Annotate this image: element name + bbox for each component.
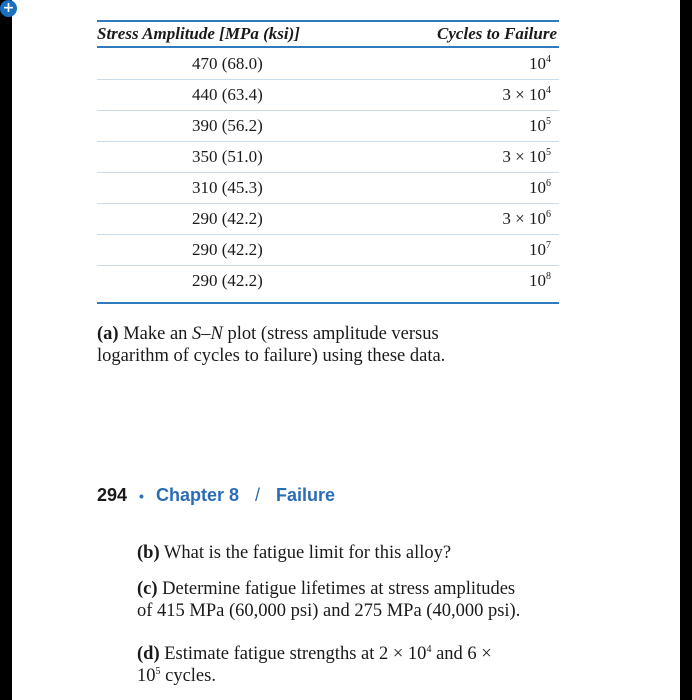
stress-cell: 350 (51.0) — [192, 147, 263, 166]
cycles-cell: $10^6$ — [529, 178, 551, 197]
cycles-cell: $3 \times 10^5$ — [502, 147, 551, 166]
stress-cell: 310 (45.3) — [192, 178, 263, 197]
chapter-running-header — [97, 485, 335, 506]
header-stress-amplitude: Stress Amplitude [MPa (ksi)] — [97, 24, 300, 43]
table-header-rule — [97, 46, 559, 48]
cycles-cell: $10^7$ — [529, 240, 551, 259]
right-dark-border — [680, 0, 692, 700]
page-number: 294 — [97, 485, 128, 505]
cycles-cell: $10^5$ — [529, 116, 551, 135]
separator-slash: / — [254, 485, 260, 505]
header-cycles-to-failure: Cycles to Failure — [437, 24, 557, 43]
stress-cell: 440 (63.4) — [192, 85, 263, 104]
question-part-a: (a) Make an S–N plot (stress amplitude versus logarithm of cycles to failure) using these data. — [97, 324, 446, 366]
table-row — [97, 204, 559, 235]
cycles-cell: $3 \times 10^4$ — [502, 85, 551, 104]
question-part-c: (c) Determine fatigue lifetimes at stress amplitudes of 415 MPa (60,000 psi) and 275 MPa (40,000 psi). — [137, 579, 521, 621]
left-dark-border — [0, 0, 12, 700]
stress-cell: 470 (68.0) — [192, 54, 263, 73]
table-top-rule — [97, 20, 559, 22]
cycles-cell: $3 \times 10^6$ — [502, 209, 551, 228]
part-d-label: (d) — [137, 644, 160, 664]
chapter-label: Chapter 8 — [155, 485, 239, 505]
table-row — [97, 49, 559, 80]
table-row — [97, 142, 559, 173]
part-a-label: (a) — [97, 324, 119, 344]
stress-cell: 290 (42.2) — [192, 240, 263, 259]
table-row — [97, 235, 559, 266]
table-bottom-rule — [97, 302, 559, 304]
stress-cell: 290 (42.2) — [192, 271, 263, 290]
question-part-d: (d) Estimate fatigue strengths at $2 \times 10^4$ and 6 × $10^5$ cycles. — [137, 644, 492, 686]
cycles-cell: $10^8$ — [529, 271, 551, 290]
add-plus-icon[interactable]: + — [0, 0, 17, 17]
chapter-title: Failure — [276, 485, 336, 505]
part-b-label: (b) — [137, 543, 160, 563]
bullet-icon: • — [139, 488, 144, 504]
cycles-cell: $10^4$ — [529, 54, 551, 73]
stress-cell: 290 (42.2) — [192, 209, 263, 228]
table-row — [97, 111, 559, 142]
table-row — [97, 80, 559, 111]
part-c-label: (c) — [137, 579, 158, 599]
table-row — [97, 266, 559, 297]
question-part-b: (b) What is the fatigue limit for this alloy? — [137, 543, 452, 563]
stress-cell: 390 (56.2) — [192, 116, 263, 135]
table-row — [97, 173, 559, 204]
sn-term: S–N — [192, 324, 223, 344]
